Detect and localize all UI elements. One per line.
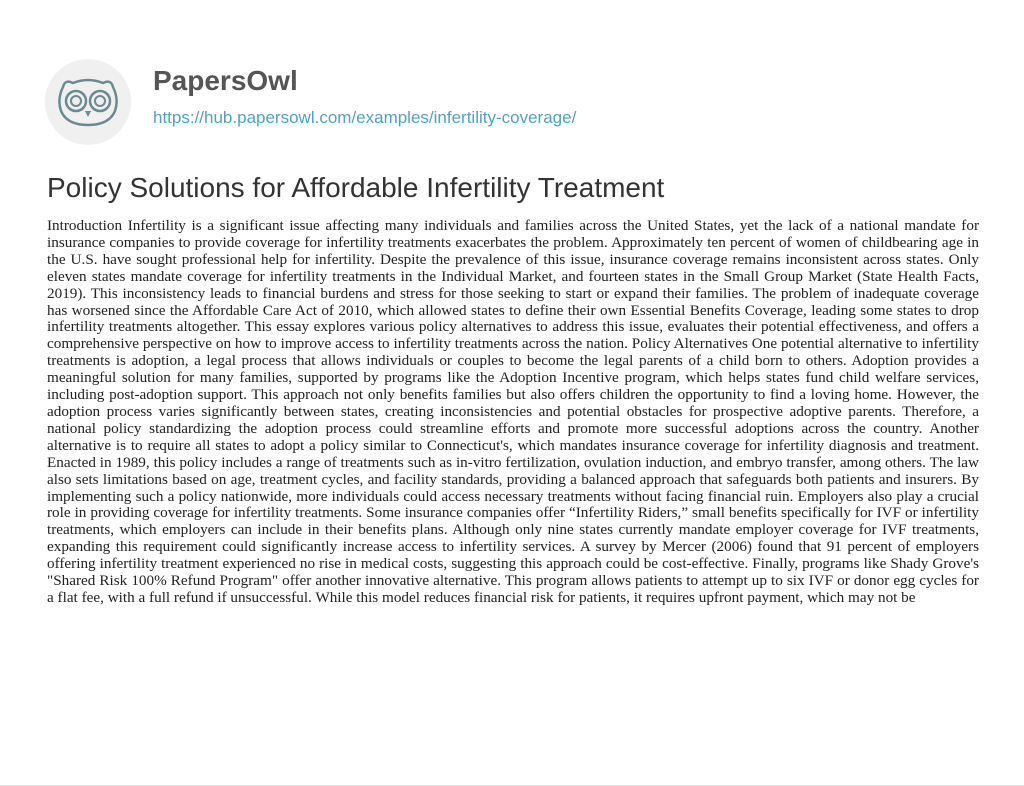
site-header bbox=[45, 59, 576, 139]
brand-name[interactable]: PapersOwl bbox=[153, 65, 298, 96]
document-body: Introduction Infertility is a significant issue affecting many individuals and families across the United States, yet the lack of a national mandate for insurance companies to provide coverage for infertility treatments exacerbates the problem. Approximately ten percent of women of childbearing age in the U.S. have sought professional help for infertility. Despite the prevalence of this issue, insurance coverage remains inconsistent across states. Only eleven states mandate coverage for infertility treatments in the Individual Market, and fourteen states in the Small Group Market (State Health Facts, 2019). This inconsistency leads to financial burdens and stress for those seeking to start or expand their families. The problem of inadequate coverage has worsened since the Affordable Care Act of 2010, which allowed states to define their own Essential Benefits Coverage, leading some states to drop infertility treatments altogether. This essay explores various policy alternatives to address this issue, evaluates their potential effectiveness, and offers a comprehensive perspective on how to improve access to infertility treatments across the nation. Policy Alternatives One potential alternative to infertility treatments is adoption, a legal process that allows individuals or couples to become the legal parents of a child born to others. Adoption provides a meaningful solution for many families, supported by programs like the Adoption Incentive program, which helps states fund child welfare services, including post-adoption support. This approach not only benefits families but also offers children the opportunity to find a loving home. However, the adoption process varies significantly between states, creating inconsistencies and potential obstacles for prospective adoptive parents. Therefore, a national policy standardizing the adoption process could streamline efforts and promote more successful adoptions across the country. Another alternative is to require all states to adopt a policy similar to Connecticut's, which mandates insurance coverage for infertility diagnosis and treatment. Enacted in 1989, this policy includes a range of treatments such as in-vitro fertilization, ovulation induction, and embryo transfer, among others. The law also sets limitations based on age, treatment cycles, and facility standards, providing a balanced approach that safeguards both patients and insurers. By implementing such a policy nationwide, more individuals could access necessary treatments without facing financial ruin. Employers also play a crucial role in providing coverage for infertility treatments. Some insurance companies offer “Infertility Riders,” small benefits specifically for IVF or infertility treatments, which employers can include in their benefits plans. Although only nine states currently mandate employer coverage for IVF treatments, expanding this requirement could significantly increase access to infertility services. A survey by Mercer (2006) found that 91 percent of employers offering infertility treatment experienced no rise in medical costs, suggesting this approach could be cost-effective. Finally, programs like Shady Grove's "Shared Risk 100% Refund Program" offer another innovative alternative. This program allows patients to attempt up to six IVF or donor egg cycles for a flat fee, with a full refund if unsuccessful. While this model reduces financial risk for patients, it requires upfront payment, which may not be bbox=[47, 217, 979, 606]
owl-logo-icon[interactable] bbox=[45, 59, 131, 145]
brand-block bbox=[153, 59, 576, 129]
source-url-link[interactable]: https://hub.papersowl.com/examples/infertility-coverage/ bbox=[153, 108, 577, 127]
owl-logo-graphic bbox=[55, 77, 121, 127]
document-title: Policy Solutions for Affordable Infertility Treatment bbox=[47, 172, 665, 203]
